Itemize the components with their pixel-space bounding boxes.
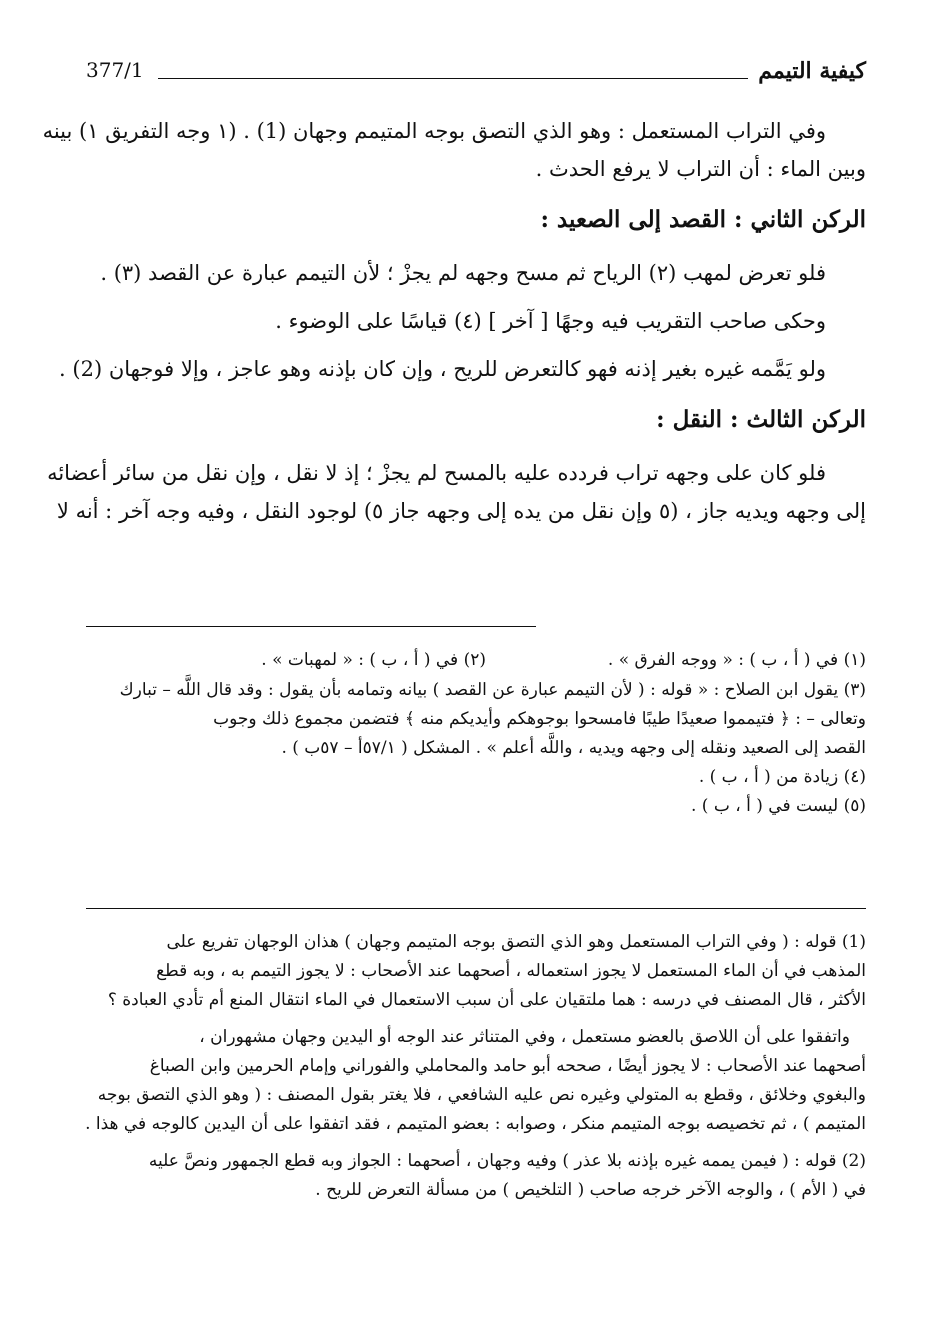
text-line: فلو كان على وجهه تراب فردده عليه بالمسح لم يجزْ ؛ إذ لا نقل ، وإن نقل من سائر أعضائه: [47, 461, 826, 485]
commentary-line: المذهب في أن الماء المستعمل لا يجوز استعماله ، أصحهما عند الأصحاب : لا يجوز التيمم به ، وبه قطع: [156, 961, 866, 981]
page-number: 377/1: [86, 58, 144, 82]
footnote-rule: [86, 626, 536, 627]
commentary-line: (1) قوله : ( وفي التراب المستعمل وهو الذي التصق بوجه المتيمم وجهان ) هذان الوجهان تفريع على: [166, 932, 866, 952]
section-heading: الركن الثالث : النقل :: [656, 406, 866, 433]
section-heading: الركن الثاني : القصد إلى الصعيد :: [540, 206, 866, 233]
footnote-5: (٥) ليست في ( أ ، ب ) .: [691, 796, 866, 816]
footnote-row: [86, 646, 866, 676]
header-rule: [158, 78, 748, 79]
commentary-line: في ( الأم ) ، والوجه الآخر خرجه صاحب ( التلخيص ) من مسألة التعرض للريح .: [315, 1180, 866, 1200]
text-line: وحكى صاحب التقريب فيه وجهًا [ آخر ] (٤) قياسًا على الوضوء .: [275, 309, 826, 333]
footnote-1: (١) في ( أ ، ب ) : « ووجه الفرق » .: [607, 650, 866, 670]
footnote-3-line: وتعالى – : ﴿ فتيمموا صعيدًا طيبًا فامسحوا بوجوهكم وأيديكم منه ﴾ فتضمن مجموع ذلك وجوب: [213, 709, 866, 729]
page-header: [86, 58, 866, 98]
running-title: كيفية التيمم: [758, 58, 866, 84]
footnotes: [86, 646, 866, 821]
footnote-4: (٤) زيادة من ( أ ، ب ) .: [698, 767, 866, 787]
text-line: وفي التراب المستعمل : وهو الذي التصق بوجه المتيمم وجهان (1) . (١ وجه التفريق ١) بينه: [42, 119, 826, 143]
text-line: وبين الماء : أن التراب لا يرفع الحدث .: [535, 157, 866, 181]
text-line: فلو تعرض لمهب (٢) الرياح ثم مسح وجهه لم يجزْ ؛ لأن التيمم عبارة عن القصد (٣) .: [100, 261, 826, 285]
commentary-line: (2) قوله : ( فيمن يممه غيره بإذنه بلا عذر ) وفيه وجهان ، أصحهما : الجواز وبه قطع الجمهور ونصَّ عليه: [148, 1151, 866, 1171]
footnote-2: (٢) في ( أ ، ب ) : « لمهبات » .: [261, 650, 486, 670]
commentary-line: واتفقوا على أن اللاصق بالعضو مستعمل ، وفي المتناثر عند الوجه أو اليدين وجهان مشهوران ،: [199, 1027, 850, 1047]
text-line: ولو يَمَّمه غيره بغير إذنه فهو كالتعرض للريح ، وإن كان بإذنه وهو عاجز ، وإلا فوجهان (2) .: [59, 357, 826, 381]
footnote-3-line: القصد إلى الصعيد ونقله إلى وجهه ويديه ، واللَّه أعلم » . المشكل ( ٥٧/١أ – ٥٧ب ) .: [281, 738, 866, 758]
commentary-line: المتيمم ) ، ثم تخصيصه بوجه المتيمم منكر ، وصوابه : بعضو المتيمم ، فقد اتفقوا على أن اليدين كالوجه في هذا .: [85, 1114, 866, 1134]
commentary-line: والبغوي وخلائق ، وقطع به المتولي وغيره نص عليه الشافعي ، فلا يغتر بقول المصنف : ( وهو الذي التصق بوجه: [97, 1085, 866, 1105]
commentary-line: أصحهما عند الأصحاب : لا يجوز أيضًا ، صححه أبو حامد والمحاملي والفوراني وإمام الحرمين وابن الصباغ: [149, 1056, 866, 1076]
commentary: [86, 928, 866, 1205]
commentary-rule: [86, 908, 866, 909]
main-text: [42, 112, 866, 530]
text-line: إلى وجهه ويديه جاز ، (٥ وإن نقل من يده إلى وجهه جاز ٥) لوجود النقل ، وفيه وجه آخر : أنه لا: [56, 499, 866, 523]
footnote-3-line: (٣) يقول ابن الصلاح : « قوله : ( لأن التيمم عبارة عن القصد ) بيانه وتمامه بأن يقول : وقد قال اللَّه – تبارك: [119, 680, 866, 700]
commentary-line: الأكثر ، قال المصنف في درسه : هما ملتقيان على أن سبب الاستعمال في الماء انتقال المنع أم تأدي العبادة ؟: [107, 990, 866, 1010]
